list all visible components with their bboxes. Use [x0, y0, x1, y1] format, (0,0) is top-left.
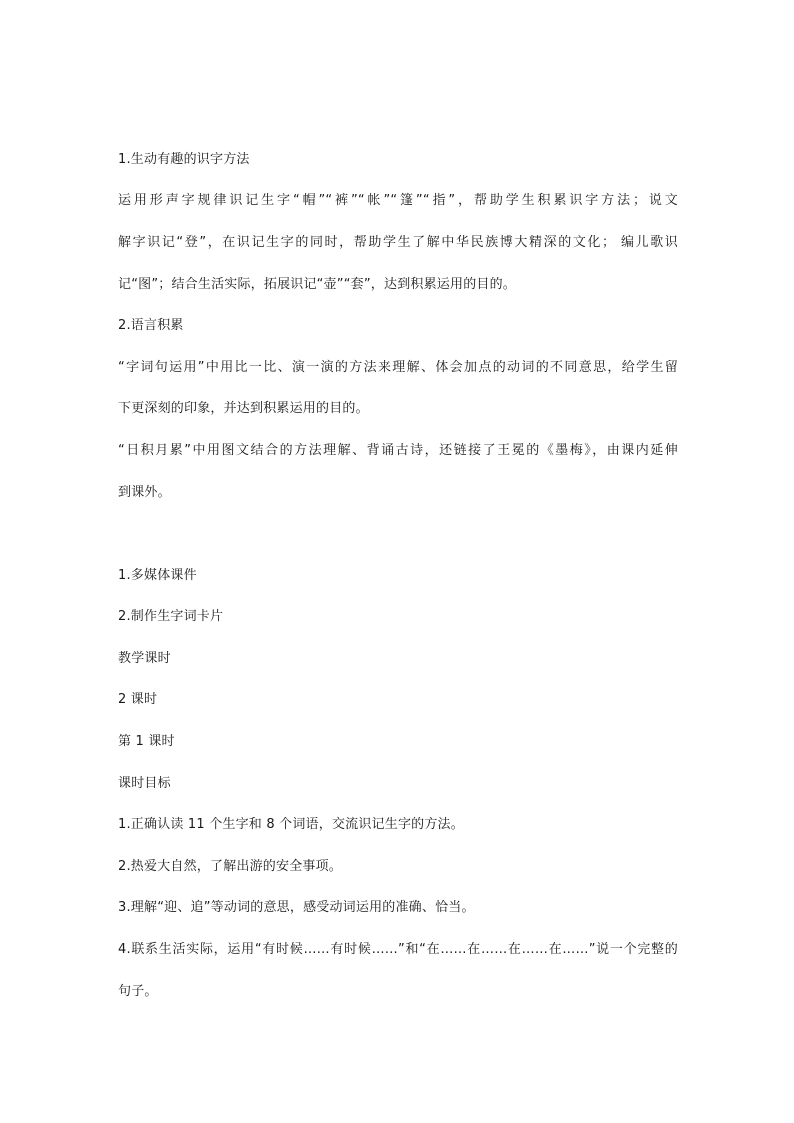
goal-item: 1.正确认读 11 个生字和 8 个词语，交流识记生字的方法。: [118, 817, 464, 832]
teaching-hours-label: 教学课时: [118, 651, 171, 666]
teaching-hours-value: 2 课时: [118, 692, 158, 707]
section-heading-language-accumulation: 2.语言积累: [118, 318, 184, 333]
first-lesson-heading: 第 1 课时: [118, 734, 175, 749]
goal-item: 4.联系生活实际，运用“有时候……有时候……”和“在……在……在……在……”说一个完整的: [118, 942, 678, 957]
paragraph-line: 到课外。: [118, 485, 171, 500]
paragraph-line: 下更深刻的印象，并达到积累运用的目的。: [118, 401, 369, 416]
goal-item: 3.理解“迎、追”等动词的意思，感受动词运用的准确、恰当。: [118, 900, 475, 915]
goal-item: 2.热爱大自然，了解出游的安全事项。: [118, 859, 343, 874]
paragraph-line: 解字识记“登”，在识记生字的同时，帮助学生了解中华民族博大精深的文化； 编儿歌识: [118, 235, 678, 250]
paragraph-line: “日积月累”中用图文结合的方法理解、背诵古诗，还链接了王冕的《墨梅》，由课内延伸: [118, 443, 678, 458]
section-heading-literacy-methods: 1.生动有趣的识字方法: [118, 152, 250, 167]
prep-item: 1.多媒体课件: [118, 568, 197, 583]
goal-item-continuation: 句子。: [118, 984, 158, 999]
paragraph-line: 运用形声字规律识记生字“帽”“裤”“帐”“篷”“指”，帮助学生积累识字方法；说文: [118, 193, 678, 208]
paragraph-line: “字词句运用”中用比一比、演一演的方法来理解、体会加点的动词的不同意思，给学生留: [118, 360, 678, 375]
paragraph-line: 记“图”；结合生活实际，拓展识记“壶”“套”，达到积累运用的目的。: [118, 277, 517, 292]
lesson-goals-label: 课时目标: [118, 776, 171, 791]
prep-item: 2.制作生字词卡片: [118, 609, 224, 624]
